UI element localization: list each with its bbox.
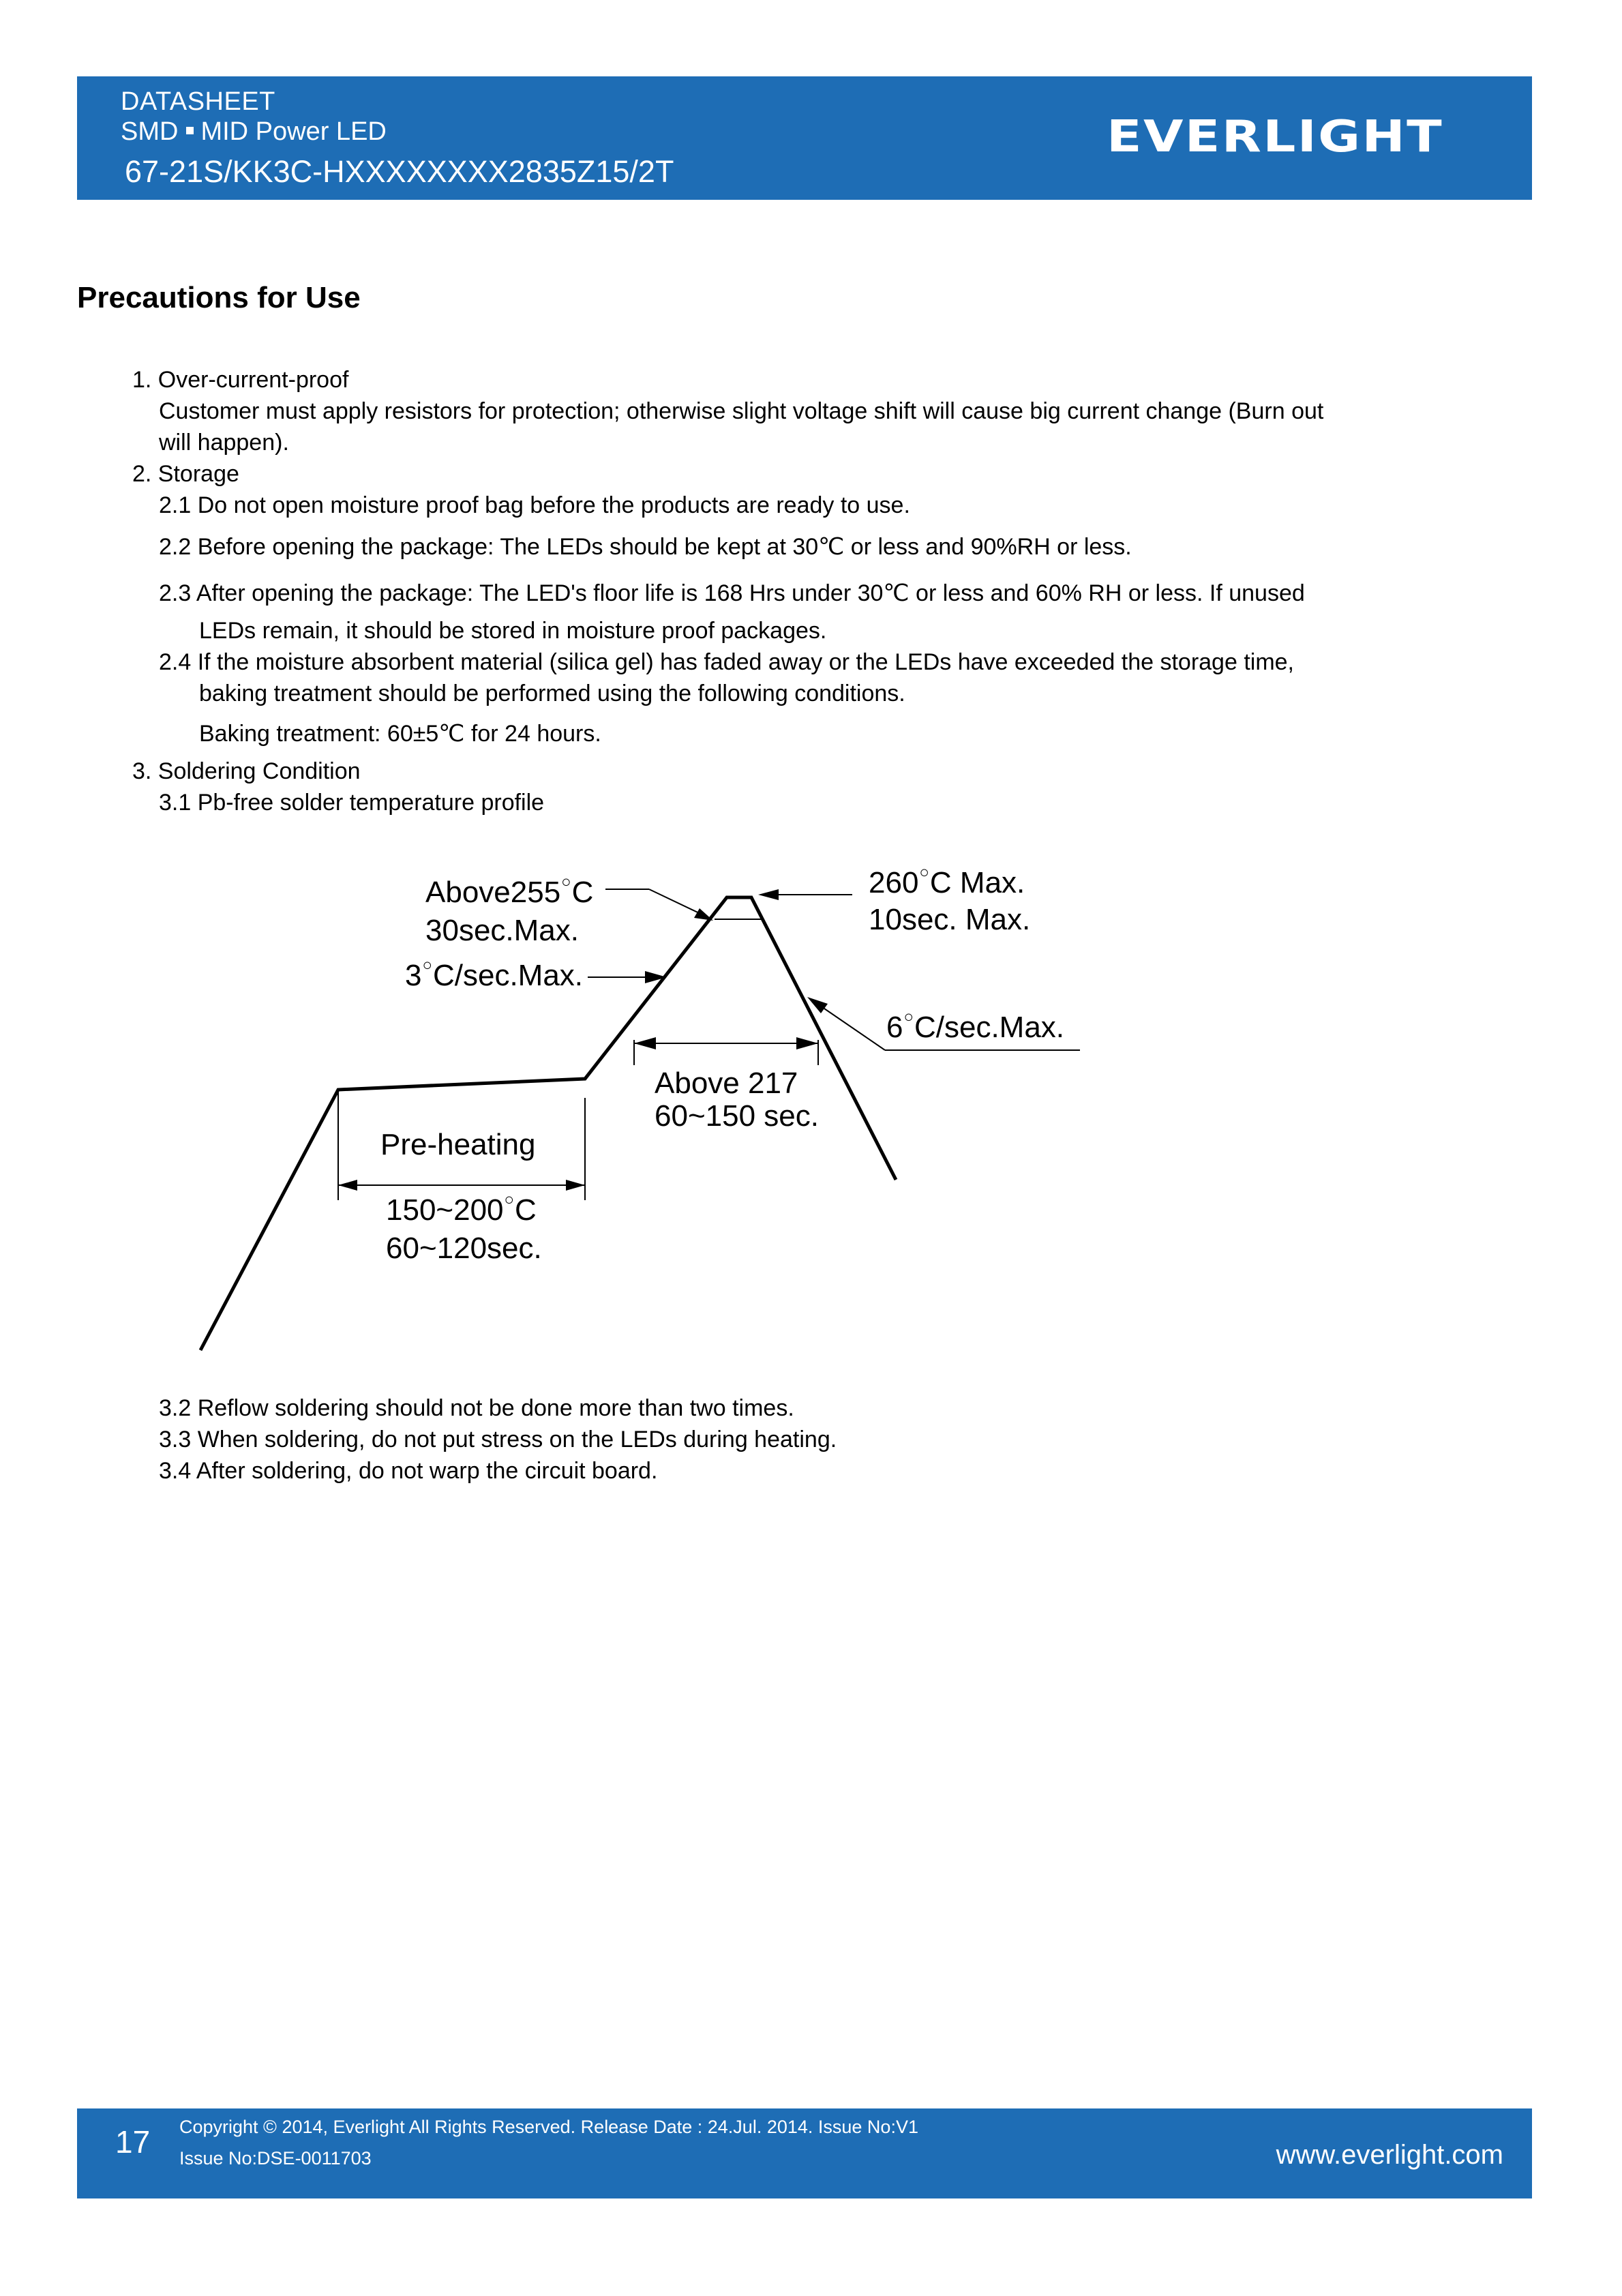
category-smd: SMD [121,117,179,146]
item-2-2: 2.2 Before opening the package: The LEDs should be kept at 30℃ or less and 90%RH or less. [159,534,1132,560]
item-1-heading: 1. Over-current-proof [132,367,349,393]
item-2-heading: 2. Storage [132,461,239,487]
preheat-label: Pre-heating [380,1128,536,1161]
item-1-text-cont: will happen). [159,430,289,456]
item-3-heading: 3. Soldering Condition [132,758,361,784]
degree-icon: ○ [504,1191,515,1209]
preheat-temp-label [386,1193,537,1227]
square-bullet-icon [186,127,194,134]
cool-rate-value: 6 [886,1011,903,1044]
preheat-arrow-left [338,1180,357,1191]
above217-arrow-left [634,1037,656,1049]
item-2-4-cont: baking treatment should be performed using the following conditions. [199,681,905,706]
degree-icon: ○ [561,873,571,891]
above255-arrowhead [694,908,713,921]
above255-duration: 30sec.Max. [425,914,579,947]
preheat-temp-value: 150~200 [386,1193,504,1227]
ramp-arrowhead [645,971,667,983]
preheat-arrow-right [566,1180,585,1191]
footer-bar [77,2108,1532,2198]
above217-arrow-right [796,1037,818,1049]
ramp-rate-unit: C/sec.Max. [432,959,584,992]
degree-icon: ○ [903,1008,914,1026]
everlight-logo: EVERLIGHT [1107,112,1443,162]
ramp-rate-value: 3 [405,959,422,992]
item-2-1: 2.1 Do not open moisture proof bag before the products are ready to use. [159,492,910,518]
above217-duration: 60~150 sec. [655,1099,819,1133]
preheat-temp-unit: C [515,1193,537,1227]
item-3-1: 3.1 Pb-free solder temperature profile [159,790,545,816]
degree-icon: ○ [422,956,432,974]
cool-rate-unit: C/sec.Max. [914,1011,1065,1044]
website-link[interactable]: www.everlight.com [1276,2140,1503,2170]
page-number: 17 [115,2124,151,2160]
above255-label [425,873,594,910]
preheat-duration: 60~120sec. [386,1232,542,1265]
max-temp-duration: 10sec. Max. [869,903,1031,936]
solder-profile-chart [164,846,1118,1377]
doc-type: DATASHEET [121,87,275,116]
category-name: MID Power LED [200,117,387,146]
header-bar [77,76,1532,200]
max-temp-label [869,863,1025,900]
item-2-3-cont: LEDs remain, it should be stored in moisture proof packages. [199,618,827,644]
cool-rate-label [886,1008,1065,1045]
page-title: Precautions for Use [77,281,361,314]
baking-treatment: Baking treatment: 60±5℃ for 24 hours. [199,721,601,747]
above255-value: Above255 [425,876,561,909]
item-3-4: 3.4 After soldering, do not warp the circuit board. [159,1458,658,1484]
item-3-3: 3.3 When soldering, do not put stress on the LEDs during heating. [159,1427,837,1452]
max-temp-value: 260 [869,866,919,899]
issue-number: Issue No:DSE-0011703 [179,2148,372,2168]
above255-unit: C [571,876,594,909]
item-2-3: 2.3 After opening the package: The LED's floor life is 168 Hrs under 30℃ or less and 60% RH or less. If unused [159,580,1305,606]
item-1-text: Customer must apply resistors for protection; otherwise slight voltage shift will cause big current change (Burn out [159,398,1324,424]
copyright-text: Copyright © 2014, Everlight All Rights Reserved. Release Date : 24.Jul. 2014. Issue No:V1 [179,2117,918,2137]
max-temp-unit: C Max. [929,866,1025,899]
product-category [121,117,387,147]
part-number: 67-21S/KK3C-HXXXXXXXX2835Z15/2T [125,154,674,189]
ramp-rate-label [405,956,584,993]
degree-icon: ○ [919,863,929,882]
max-arrowhead [758,889,779,900]
item-2-4: 2.4 If the moisture absorbent material (silica gel) has faded away or the LEDs have exceeded the storage time, [159,649,1295,675]
item-3-2: 3.2 Reflow soldering should not be done more than two times. [159,1395,794,1421]
above217-label: Above 217 [655,1067,798,1100]
